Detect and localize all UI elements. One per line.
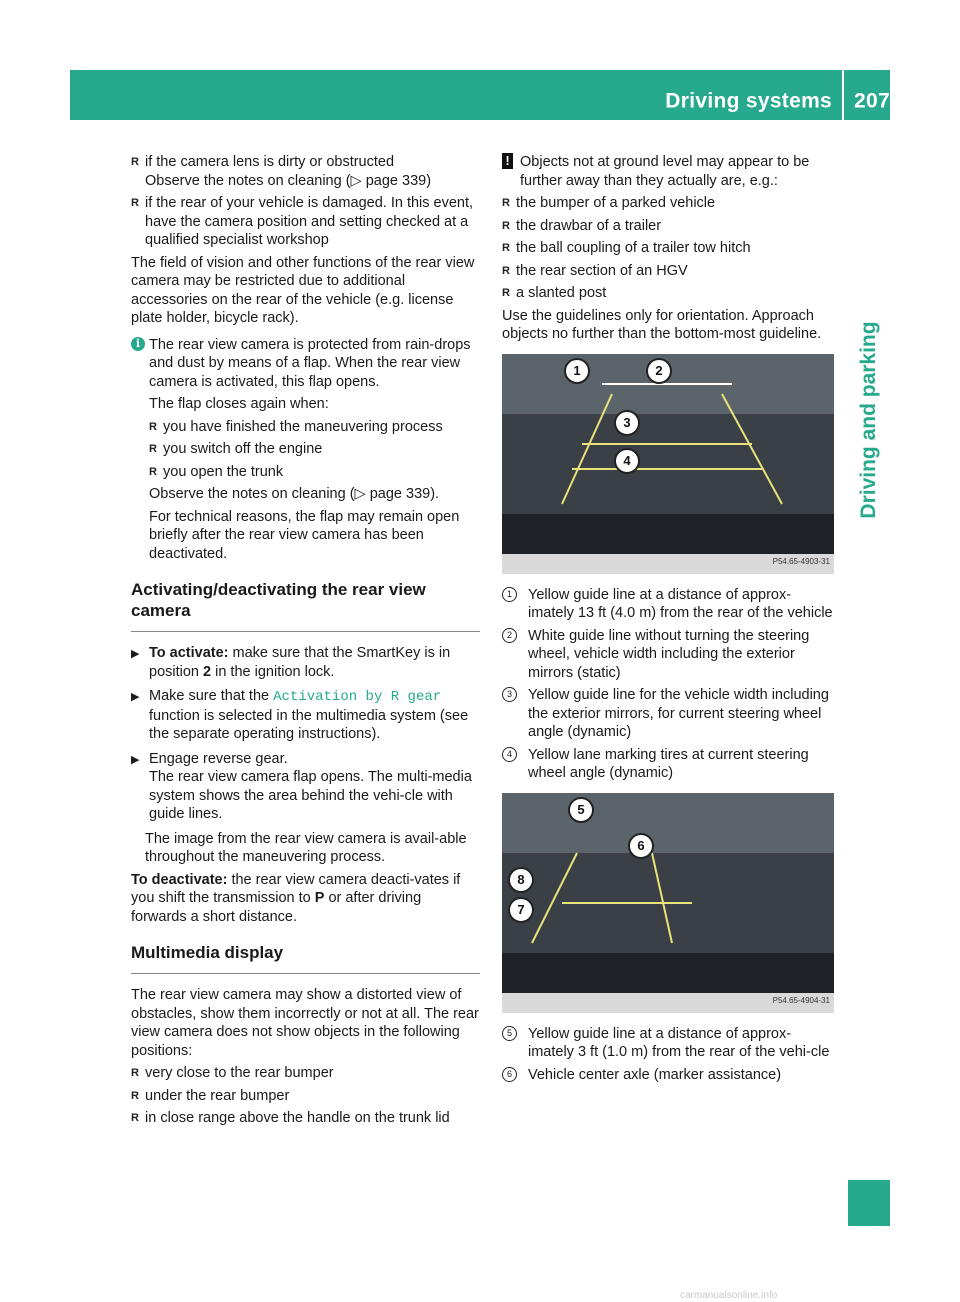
callout-6: 6 (628, 833, 654, 859)
section-heading: Activating/deactivating the rear view camera (131, 580, 426, 620)
callout-8: 8 (508, 867, 534, 893)
paragraph: The field of vision and other functions of the rear view camera may be restricted due to additional accessories on the rear of the vehicle (e.g. license plate holder, bicycle rack). (131, 254, 475, 326)
header-separator (842, 70, 844, 120)
step-item: ▶ To activate: make sure that the SmartKey is in position 2 in the ignition lock. (131, 644, 480, 681)
function-name: Activation by R gear (273, 689, 442, 705)
section-heading: Multimedia display (131, 943, 284, 962)
list-item: R a slanted post (502, 284, 834, 303)
image-code: P54.65-4904-31 (772, 996, 830, 1005)
right-column (502, 153, 834, 1088)
info-text: Observe the notes on cleaning (▷ page 339). (149, 486, 440, 502)
camera-scene (502, 354, 834, 574)
warning-icon: ! (502, 153, 513, 169)
legend-item: 2 White guide line without turning the steering wheel, vehicle width including the exterior mirrors (static) (502, 627, 834, 683)
warning-text: Objects not at ground level may appear to be further away than they actually are, e.g.: (520, 154, 810, 189)
side-tab-marker (848, 1180, 890, 1226)
step-item: ▶ Engage reverse gear. The rear view camera flap opens. The multi-media system shows the area behind the vehi-cle with guide lines. (131, 750, 480, 824)
camera-image-2 (502, 793, 834, 1013)
list-item: R the ball coupling of a trailer tow hitch (502, 239, 834, 258)
paragraph: Use the guidelines only for orientation. Approach objects no further than the bottom-most guideline. (502, 307, 822, 342)
info-note (131, 336, 480, 564)
list-item: R you open the trunk (149, 463, 480, 482)
info-text: The flap closes again when: (149, 396, 329, 412)
callout-5: 5 (568, 797, 594, 823)
divider (131, 973, 480, 974)
camera-scene (502, 793, 834, 1013)
list-item: R if the camera lens is dirty or obstructed Observe the notes on cleaning (▷ page 339) (131, 153, 480, 190)
list-item: R you switch off the engine (149, 440, 480, 459)
header-title (665, 84, 890, 120)
step-item: ▶ Make sure that the Activation by R gear function is selected in the multimedia system (see the separate operating instructions). (131, 687, 480, 744)
callout-4: 4 (614, 448, 640, 474)
callout-7: 7 (508, 897, 534, 923)
info-text: The rear view camera is protected from rain-drops and dust by means of a flap. When the rear view camera is activated, this flap opens. (149, 336, 471, 390)
list-item: R very close to the rear bumper (131, 1064, 480, 1083)
paragraph: The rear view camera may show a distorted view of obstacles, show them incorrectly or not at all. The rear view camera does not show objects in the following positions: (131, 987, 479, 1059)
divider (131, 631, 480, 632)
list-item: R the rear section of an HGV (502, 262, 834, 281)
paragraph: The image from the rear view camera is avail-able throughout the maneuvering process. (145, 830, 467, 865)
callout-1: 1 (564, 358, 590, 384)
legend-item: 1 Yellow guide line at a distance of approx-imately 13 ft (4.0 m) from the rear of the vehicle (502, 586, 834, 623)
legend-item: 3 Yellow guide line for the vehicle width including the exterior mirrors, for current steering wheel angle (dynamic) (502, 686, 834, 742)
warning-note (502, 153, 834, 190)
callout-2: 2 (646, 358, 672, 384)
image-code: P54.65-4903-31 (772, 557, 830, 566)
list-item: R the bumper of a parked vehicle (502, 194, 834, 213)
info-icon: i (131, 337, 145, 351)
footer-watermark: carmanualsonline.info (680, 1290, 778, 1301)
legend-item: 5 Yellow guide line at a distance of approx-imately 3 ft (1.0 m) from the rear of the vehi-cle (502, 1025, 834, 1062)
legend-item: 6 Vehicle center axle (marker assistance) (502, 1066, 834, 1085)
list-item: R in close range above the handle on the trunk lid (131, 1109, 480, 1128)
page-number: 207 (854, 89, 890, 113)
list-item: R the drawbar of a trailer (502, 217, 834, 236)
legend-item: 4 Yellow lane marking tires at current steering wheel angle (dynamic) (502, 746, 834, 783)
paragraph: To deactivate: the rear view camera deacti-vates if you shift the transmission to P or after driving forwards a short distance. (131, 871, 461, 925)
callout-3: 3 (614, 410, 640, 436)
section-title: Driving systems (665, 89, 833, 113)
left-column (131, 153, 480, 1132)
side-tab-label: Driving and parking (857, 321, 880, 519)
info-text: For technical reasons, the flap may remain open briefly after the rear view camera has been deactivated. (149, 508, 460, 562)
side-tab (848, 300, 890, 540)
list-item: R if the rear of your vehicle is damaged. In this event, have the camera position and setting checked at a qualified specialist workshop (131, 194, 480, 250)
list-item: R you have finished the maneuvering process (149, 418, 480, 437)
camera-image-1 (502, 354, 834, 574)
list-item: R under the rear bumper (131, 1087, 480, 1106)
